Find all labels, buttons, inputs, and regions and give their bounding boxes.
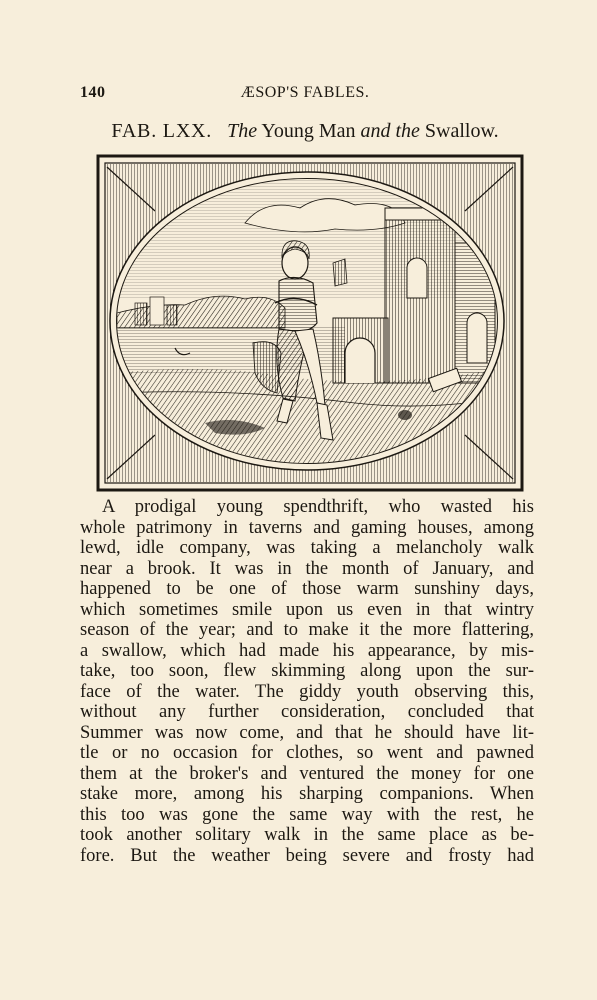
running-head <box>80 84 530 106</box>
running-title: ÆSOP'S FABLES. <box>240 84 370 101</box>
woodcut-young-man-swallow-icon <box>95 153 525 493</box>
text-line: season of the year; and to make it the more flattering, <box>80 620 534 640</box>
text-line: near a brook. It was in the month of January, and <box>80 558 534 579</box>
text-line: without any further consideration, concluded that <box>80 702 534 722</box>
page-number: 140 <box>80 84 106 101</box>
text-line: A prodigal young spendthrift, who wasted his <box>102 497 534 517</box>
text-line: stake more, among his sharping companions. When <box>80 784 534 804</box>
text-line: take, too soon, flew skimming along upon the sur- <box>80 661 534 681</box>
woodcut-illustration <box>95 153 525 493</box>
text-line: a swallow, which had made his appearance, by mis- <box>80 640 534 661</box>
text-line: whole patrimony in taverns and gaming houses, among <box>80 517 534 538</box>
fable-text <box>80 497 534 866</box>
text-line: took another solitary walk in the same place as be- <box>80 825 534 845</box>
text-line: lewd, idle company, was taking a melancholy walk <box>80 538 534 558</box>
text-line: them at the broker's and ventured the money for one <box>80 763 534 784</box>
text-line: tle or no occasion for clothes, so went and pawned <box>80 743 534 763</box>
title-word-swallow: Swallow. <box>424 120 499 142</box>
text-line: this too was gone the same way with the rest, he <box>80 804 534 825</box>
title-word-the: The <box>227 120 258 142</box>
text-line: fore. But the weather being severe and frosty had <box>80 845 534 866</box>
fable-heading <box>80 120 530 143</box>
text-line: happened to be one of those warm sunshiny days, <box>80 579 534 599</box>
text-line: Summer was now come, and that he should have lit- <box>80 722 534 743</box>
title-word-young-man: Young Man <box>261 120 356 142</box>
title-word-and-the: and the <box>360 120 420 142</box>
text-line: which sometimes smile upon us even in that wintry <box>80 599 534 620</box>
fable-number: FAB. LXX. <box>111 120 213 142</box>
text-line: face of the water. The giddy youth observing this, <box>80 681 534 702</box>
